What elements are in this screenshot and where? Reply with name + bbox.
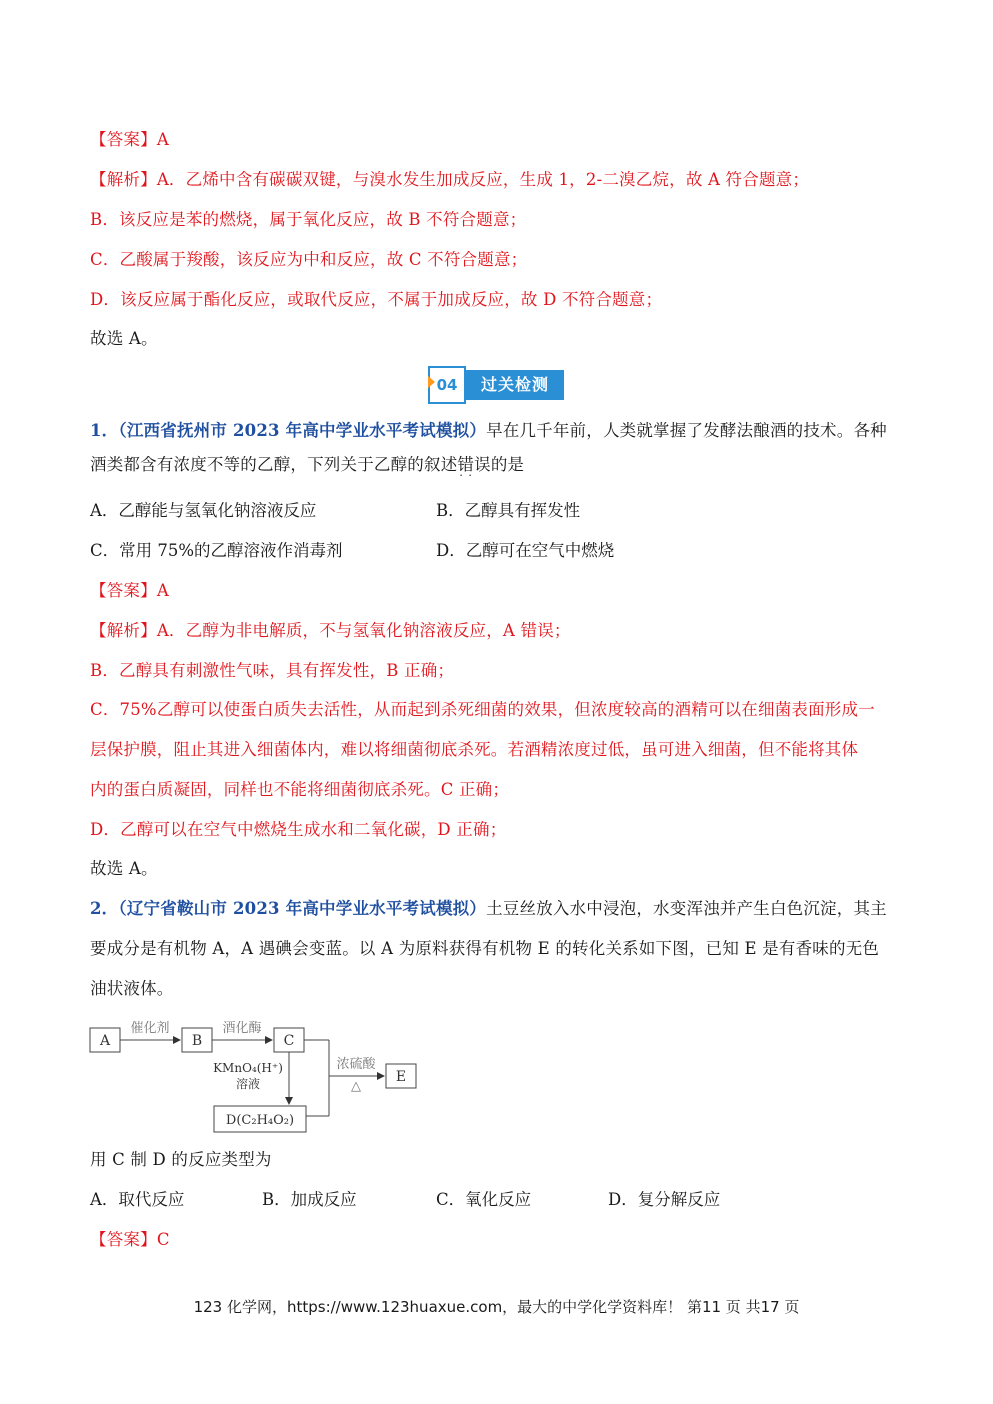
answer-label: 【答案】 [90,1230,157,1249]
option-a: A．乙醇能与氢氧化钠溶液反应 [90,501,317,520]
conclusion-line: 故选 A。 [90,859,158,878]
question-number: 1． [90,421,119,440]
analysis-line: 层保护膜，阻止其进入细菌体内，难以将细菌彻底杀死。若酒精浓度过低，虽可进入细菌，但不能将其体 [90,740,859,759]
section-title: 过关检测 [466,370,564,400]
answer-value: C [156,1230,170,1249]
analysis-line [90,619,571,643]
option-b: B．加成反应 [262,1190,357,1209]
analysis-text: A．乙醇为非电解质，不与氢氧化钠溶液反应，A 错误； [156,621,571,640]
option-d: D．乙醇可在空气中燃烧 [436,541,615,560]
question-text: 早在几千年前，人类就掌握了发酵法酿酒的技术。各种 [486,421,887,440]
node-d-label: D(C₂H₄O₂) [225,1113,295,1128]
analysis-label: 【解析】 [90,170,157,189]
emphasis-mark: 错误 · · [457,453,490,477]
conversion-diagram [88,1018,428,1138]
question-text: 土豆丝放入水中浸泡，水变浑浊并产生白色沉淀，其主 [486,899,887,918]
answer-value: A [156,581,169,600]
question-2-stem-cont: 油状液体。 [90,979,174,998]
node-a-label: A [99,1033,111,1049]
answer-line [90,579,169,603]
analysis-label: 【解析】 [90,621,157,640]
answer-line [90,128,169,152]
question-source: （江西省抚州市 2023 年高中学业水平考试模拟） [118,421,487,440]
node-c-label: C [283,1033,295,1049]
analysis-line: C．乙酸属于羧酸，该反应为中和反应，故 C 不符合题意； [90,250,528,269]
answer-label: 【答案】 [90,581,157,600]
question-2-prompt: 用 C 制 D 的反应类型为 [90,1150,272,1169]
option-c: C．氧化反应 [436,1190,532,1209]
question-text: 的是 [490,455,525,474]
question-text: 酒类都含有浓度不等的乙醇，下列关于乙醇的叙述 [90,455,458,474]
option-a: A．取代反应 [90,1190,185,1209]
analysis-line: D．该反应属于酯化反应，或取代反应，不属于加成反应，故 D 不符合题意； [90,290,663,309]
node-e-label: E [395,1069,407,1085]
analysis-line: D．乙醇可以在空气中燃烧生成水和二氧化碳，D 正确； [90,820,507,839]
analysis-line [90,168,809,192]
analysis-text: A．乙烯中含有碳碳双键，与溴水发生加成反应，生成 1，2-二溴乙烷，故 A 符合题意； [156,170,810,189]
arrow-label-solution: 溶液 [235,1077,261,1091]
page-footer: 123 化学网，https://www.123huaxue.com，最大的中学化学资料库！ 第11 页 共17 页 [193,1298,800,1316]
analysis-line: B．该反应是苯的燃烧，属于氧化反应，故 B 不符合题意； [90,210,527,229]
option-c: C．常用 75%的乙醇溶液作消毒剂 [90,541,343,560]
question-1-stem [90,419,887,443]
question-source: （辽宁省鞍山市 2023 年高中学业水平考试模拟） [118,899,487,918]
answer-line [90,1228,170,1252]
section-number: 04 [428,366,466,404]
section-banner [428,366,564,404]
analysis-line: 内的蛋白质凝固，同样也不能将细菌彻底杀死。C 正确； [90,780,510,799]
question-1-stem-cont [90,453,524,477]
arrow-label-zymase: 酒化酶 [222,1021,262,1036]
node-b-label: B [191,1033,203,1049]
arrow-label-sulfuric-acid: 浓硫酸 [336,1057,376,1072]
question-2-stem-cont: 要成分是有机物 A，A 遇碘会变蓝。以 A 为原料获得有机物 E 的转化关系如下图，已知 E 是有香味的无色 [90,939,880,958]
question-2-stem [90,897,887,921]
answer-label: 【答案】 [90,130,157,149]
option-b: B．乙醇具有挥发性 [436,501,581,520]
arrow-label-kmno4: KMnO₄(H⁺) [213,1061,283,1075]
answer-value: A [156,130,169,149]
arrow-label-catalyst: 催化剂 [130,1021,170,1036]
question-number: 2． [90,899,119,918]
conclusion-line: 故选 A。 [90,329,158,348]
option-d: D．复分解反应 [608,1190,721,1209]
analysis-line: B．乙醇具有刺激性气味，具有挥发性，B 正确； [90,661,455,680]
arrow-label-heat: △ [351,1079,361,1094]
analysis-line: C．75%乙醇可以使蛋白质失去活性，从而起到杀死细菌的效果，但浓度较高的酒精可以在细菌表面形成一 [90,700,875,719]
